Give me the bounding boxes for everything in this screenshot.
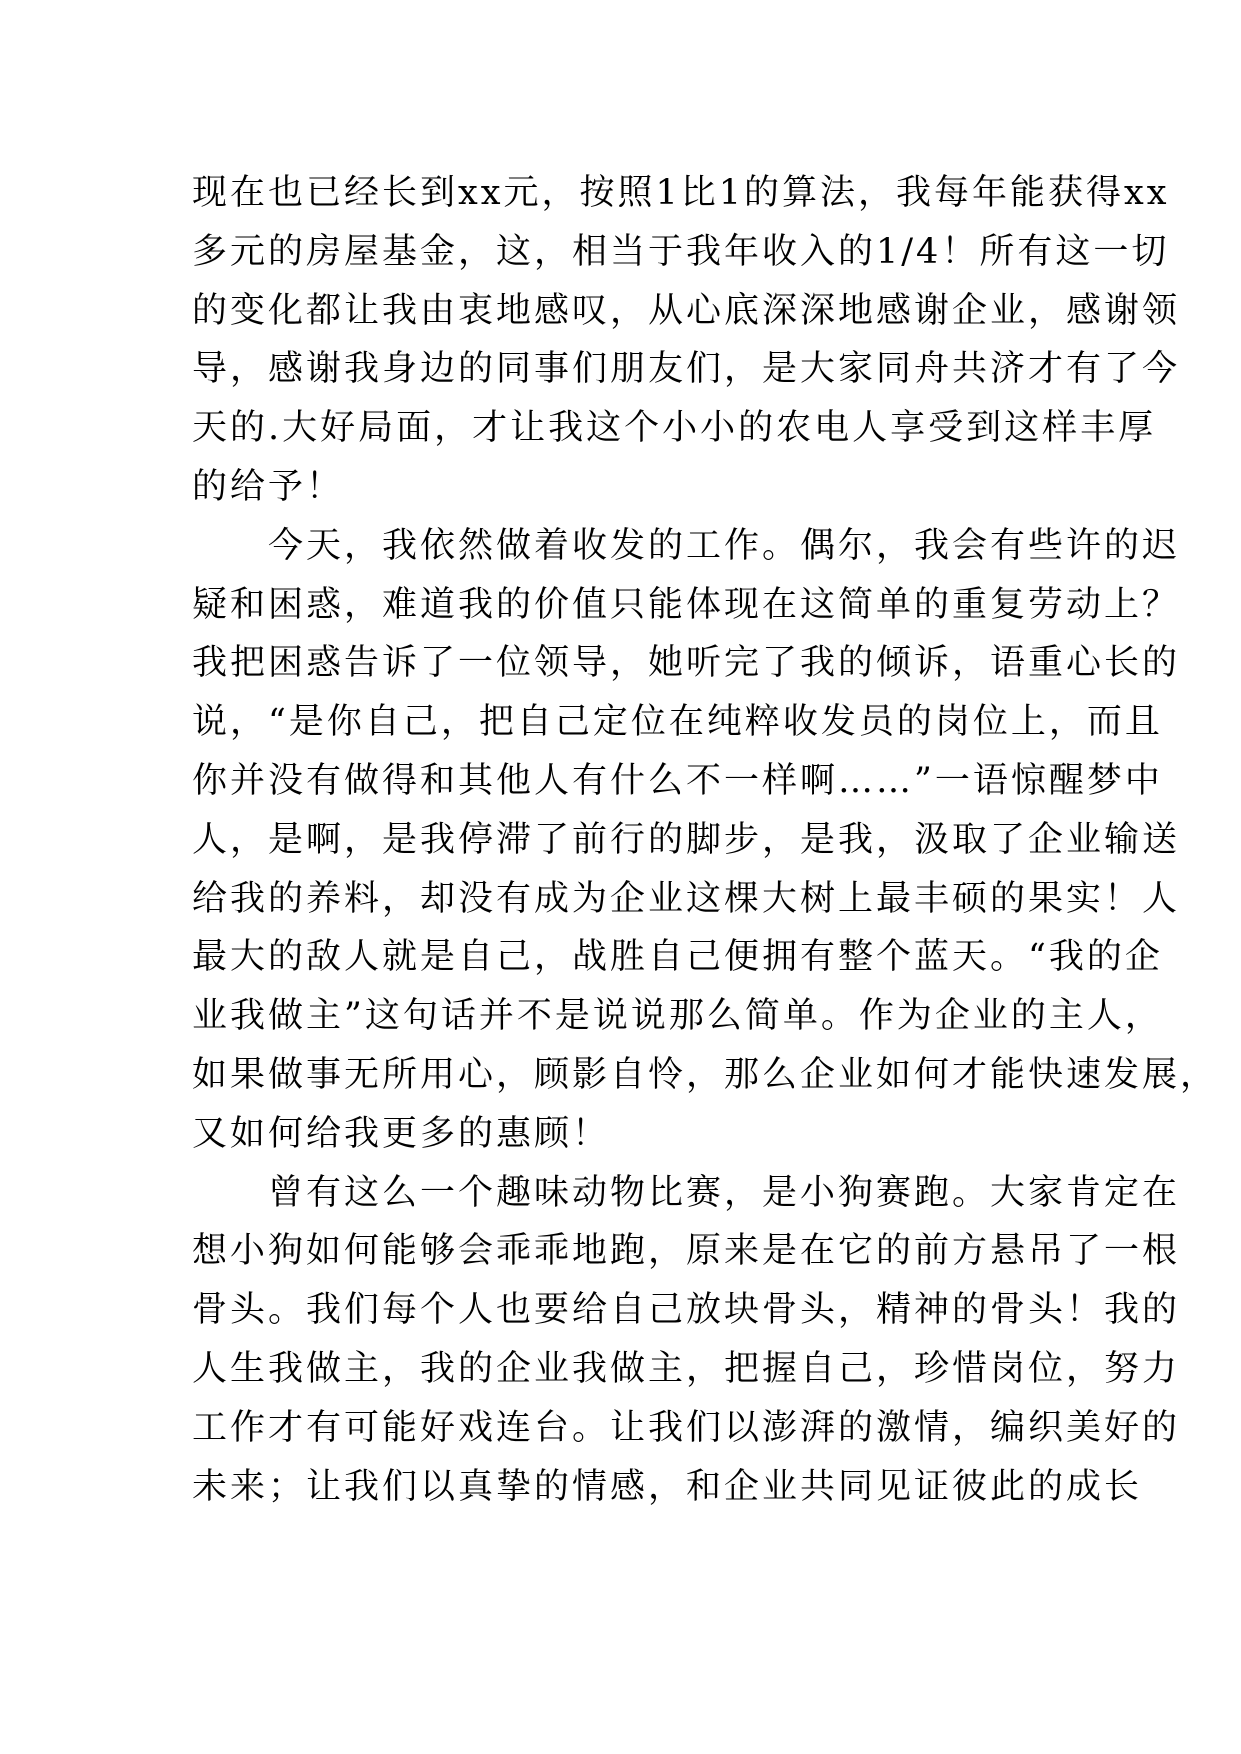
text-line: 多元的房屋基金，这，相当于我年收入的1/4！所有这一切 — [192, 231, 1170, 272]
body-text — [192, 164, 1219, 1516]
text-line: 现在也已经长到xx元，按照1比1的算法，我每年能获得xx — [192, 173, 1170, 213]
text-line: 未来；让我们以真挚的情感，和企业共同见证彼此的成长 — [192, 1466, 1143, 1507]
text-line: 今天，我依然做着收发的工作。偶尔，我会有些许的迟 — [192, 525, 1181, 566]
text-line: 工作才有可能好戏连台。让我们以澎湃的激情，编织美好的 — [192, 1407, 1181, 1448]
text-line: 我把困惑告诉了一位领导，她听完了我的倾诉，语重心长的 — [192, 643, 1181, 684]
text-line: 想小狗如何能够会乖乖地跑，原来是在它的前方悬吊了一根 — [192, 1231, 1181, 1272]
text-line: 你并没有做得和其他人有什么不一样啊……”一语惊醒梦中 — [192, 760, 1163, 801]
text-line: 又如何给我更多的惠顾！ — [192, 1113, 611, 1154]
text-line: 骨头。我们每个人也要给自己放块骨头，精神的骨头！我的 — [192, 1290, 1181, 1331]
text-line: 人生我做主，我的企业我做主，把握自己，珍惜岗位，努力 — [192, 1348, 1181, 1389]
text-line: 给我的养料，却没有成为企业这棵大树上最丰硕的果实！人 — [192, 878, 1181, 919]
text-line: 业我做主”这句话并不是说说那么简单。作为企业的主人， — [192, 996, 1163, 1037]
text-line: 人，是啊，是我停滞了前行的脚步，是我，汲取了企业输送 — [192, 819, 1181, 860]
text-line: 如果做事无所用心，顾影自怜，那么企业如何才能快速发展， — [192, 1054, 1219, 1095]
text-line: 疑和困惑，难道我的价值只能体现在这简单的重复劳动上？ — [192, 584, 1181, 625]
text-line: 的给予！ — [192, 466, 345, 507]
text-line: 曾有这么一个趣味动物比赛，是小狗赛跑。大家肯定在 — [192, 1172, 1181, 1213]
text-line: 最大的敌人就是自己，战胜自己便拥有整个蓝天。“我的企 — [192, 937, 1163, 978]
text-line: 的变化都让我由衷地感叹，从心底深深地感谢企业，感谢领 — [192, 290, 1181, 331]
text-line: 导，感谢我身边的同事们朋友们，是大家同舟共济才有了今 — [192, 349, 1181, 390]
text-line: 天的.大好局面，才让我这个小小的农电人享受到这样丰厚 — [192, 408, 1157, 449]
text-line: 说，“是你自己，把自己定位在纯粹收发员的岗位上，而且 — [192, 702, 1163, 743]
